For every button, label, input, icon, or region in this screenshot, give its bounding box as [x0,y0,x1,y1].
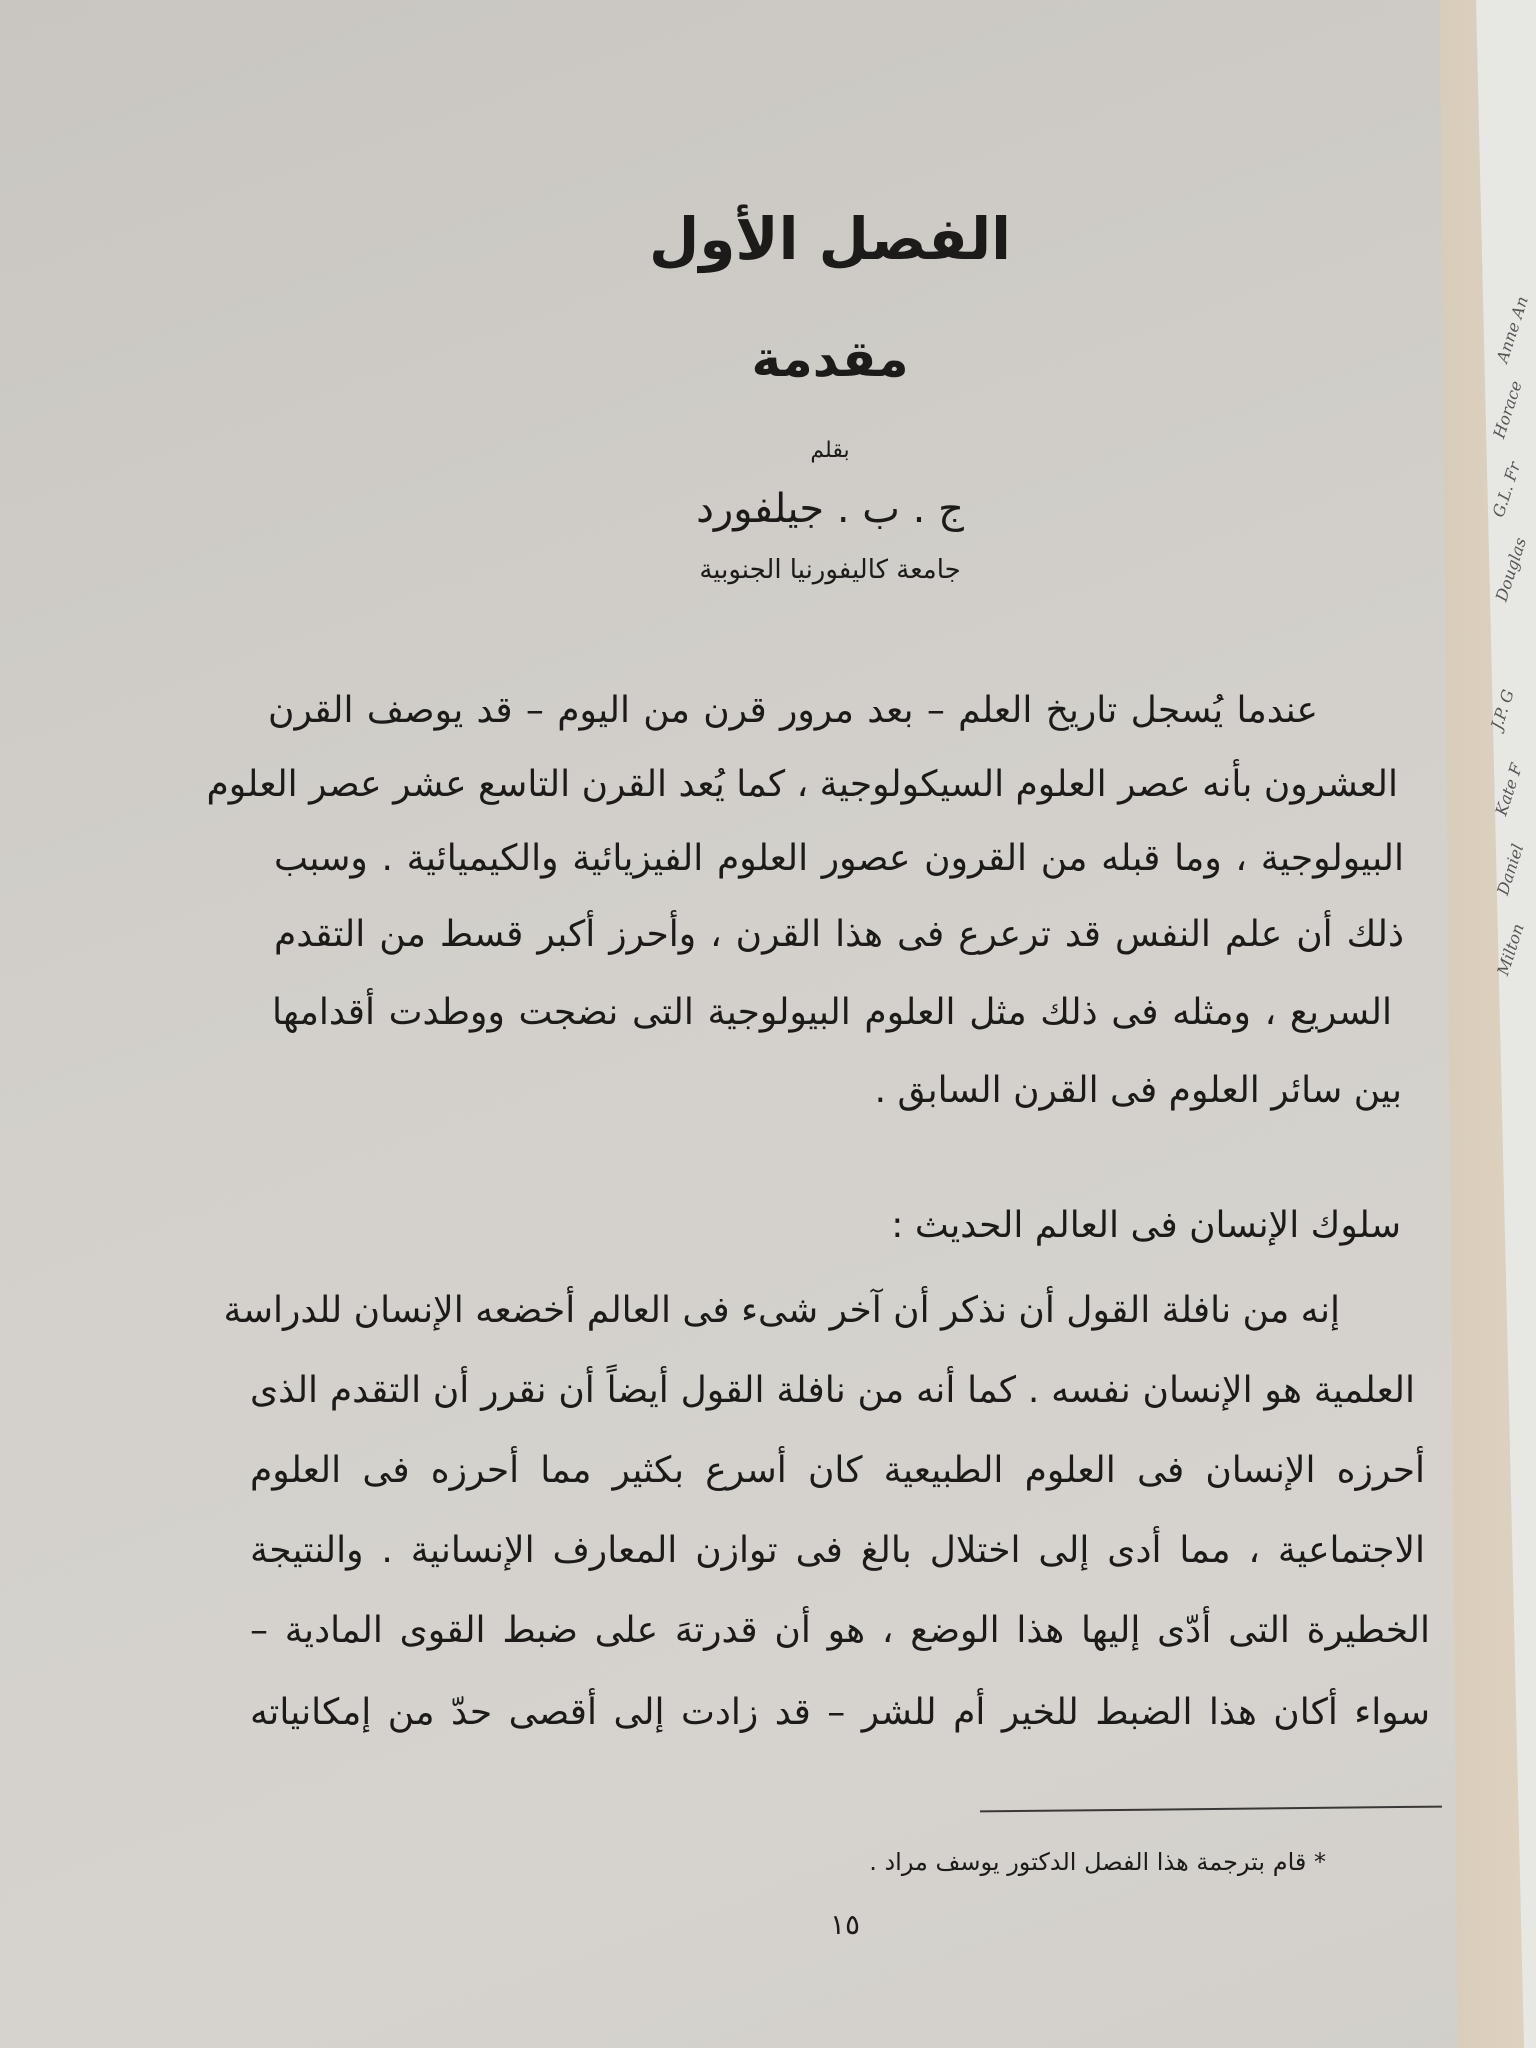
adjacent-fragment: Kate F [1491,761,1527,818]
adjacent-fragment: J.P. G [1487,687,1518,732]
adjacent-fragment: Milton [1493,921,1528,978]
adjacent-page-text [1472,293,1536,1120]
chapter-heading: الفصل الأول [649,205,1011,273]
paragraph-line: العشرون بأنه عصر العلوم السيكولوجية ، كما يُعد القرن التاسع عشر عصر العلوم [206,764,1398,805]
paragraph-line: ذلك أن علم النفس قد ترعرع فى هذا القرن ، وأحرز أكبر قسط من التقدم [274,914,1404,955]
adjacent-fragment: Anne An [1492,293,1532,366]
section-subheading: سلوك الإنسان فى العالم الحديث : [891,1205,1401,1246]
paragraph-line: السريع ، ومثله فى ذلك مثل العلوم البيولوجية التى نضجت ووطدت أقدامها [272,992,1392,1033]
paragraph-line: الخطيرة التى أدّى إليها هذا الوضع ، هو أن قدرتهَ على ضبط القوى المادية – [250,1610,1430,1651]
author-name: ج . ب . جيلفورد [696,486,964,532]
footnote: * قام بترجمة هذا الفصل الدكتور يوسف مراد . [869,1848,1326,1876]
adjacent-fragment: Daniel [1493,841,1528,898]
adjacent-fragment: G.L. Fr [1488,459,1525,520]
paragraph-line: البيولوجية ، وما قبله من القرون عصور العلوم الفيزيائية والكيميائية . وسبب [274,838,1404,879]
paragraph-line: إنه من نافلة القول أن نذكر أن آخر شىء فى العالم أخضعه الإنسان للدراسة [223,1290,1340,1331]
page-number: ١٥ [830,1908,861,1941]
chapter-title: مقدمة [751,330,909,388]
author-affiliation: جامعة كاليفورنيا الجنوبية [699,555,961,585]
paragraph-line: سواء أكان هذا الضبط للخير أم للشر – قد زادت إلى أقصى حدّ من إمكانياته [250,1692,1430,1733]
paragraph-line: أحرزه الإنسان فى العلوم الطبيعية كان أسرع بكثير مما أحرزه فى العلوم [250,1450,1425,1491]
adjacent-fragment: Horace [1489,378,1526,441]
paragraph-line: الاجتماعية ، مما أدى إلى اختلال بالغ فى توازن المعارف الإنسانية . والنتيجة [250,1530,1425,1571]
by-label: بقلم [810,438,850,463]
paragraph-line: العلمية هو الإنسان نفسه . كما أنه من نافلة القول أيضاً أن نقرر أن التقدم الذى [250,1370,1415,1411]
paragraph-line: بين سائر العلوم فى القرن السابق . [874,1070,1402,1111]
footnote-divider [980,1806,1442,1813]
paragraph-line: عندما يُسجل تاريخ العلم – بعد مرور قرن من اليوم – قد يوصف القرن [268,690,1318,731]
adjacent-fragment: Douglas [1491,535,1531,604]
